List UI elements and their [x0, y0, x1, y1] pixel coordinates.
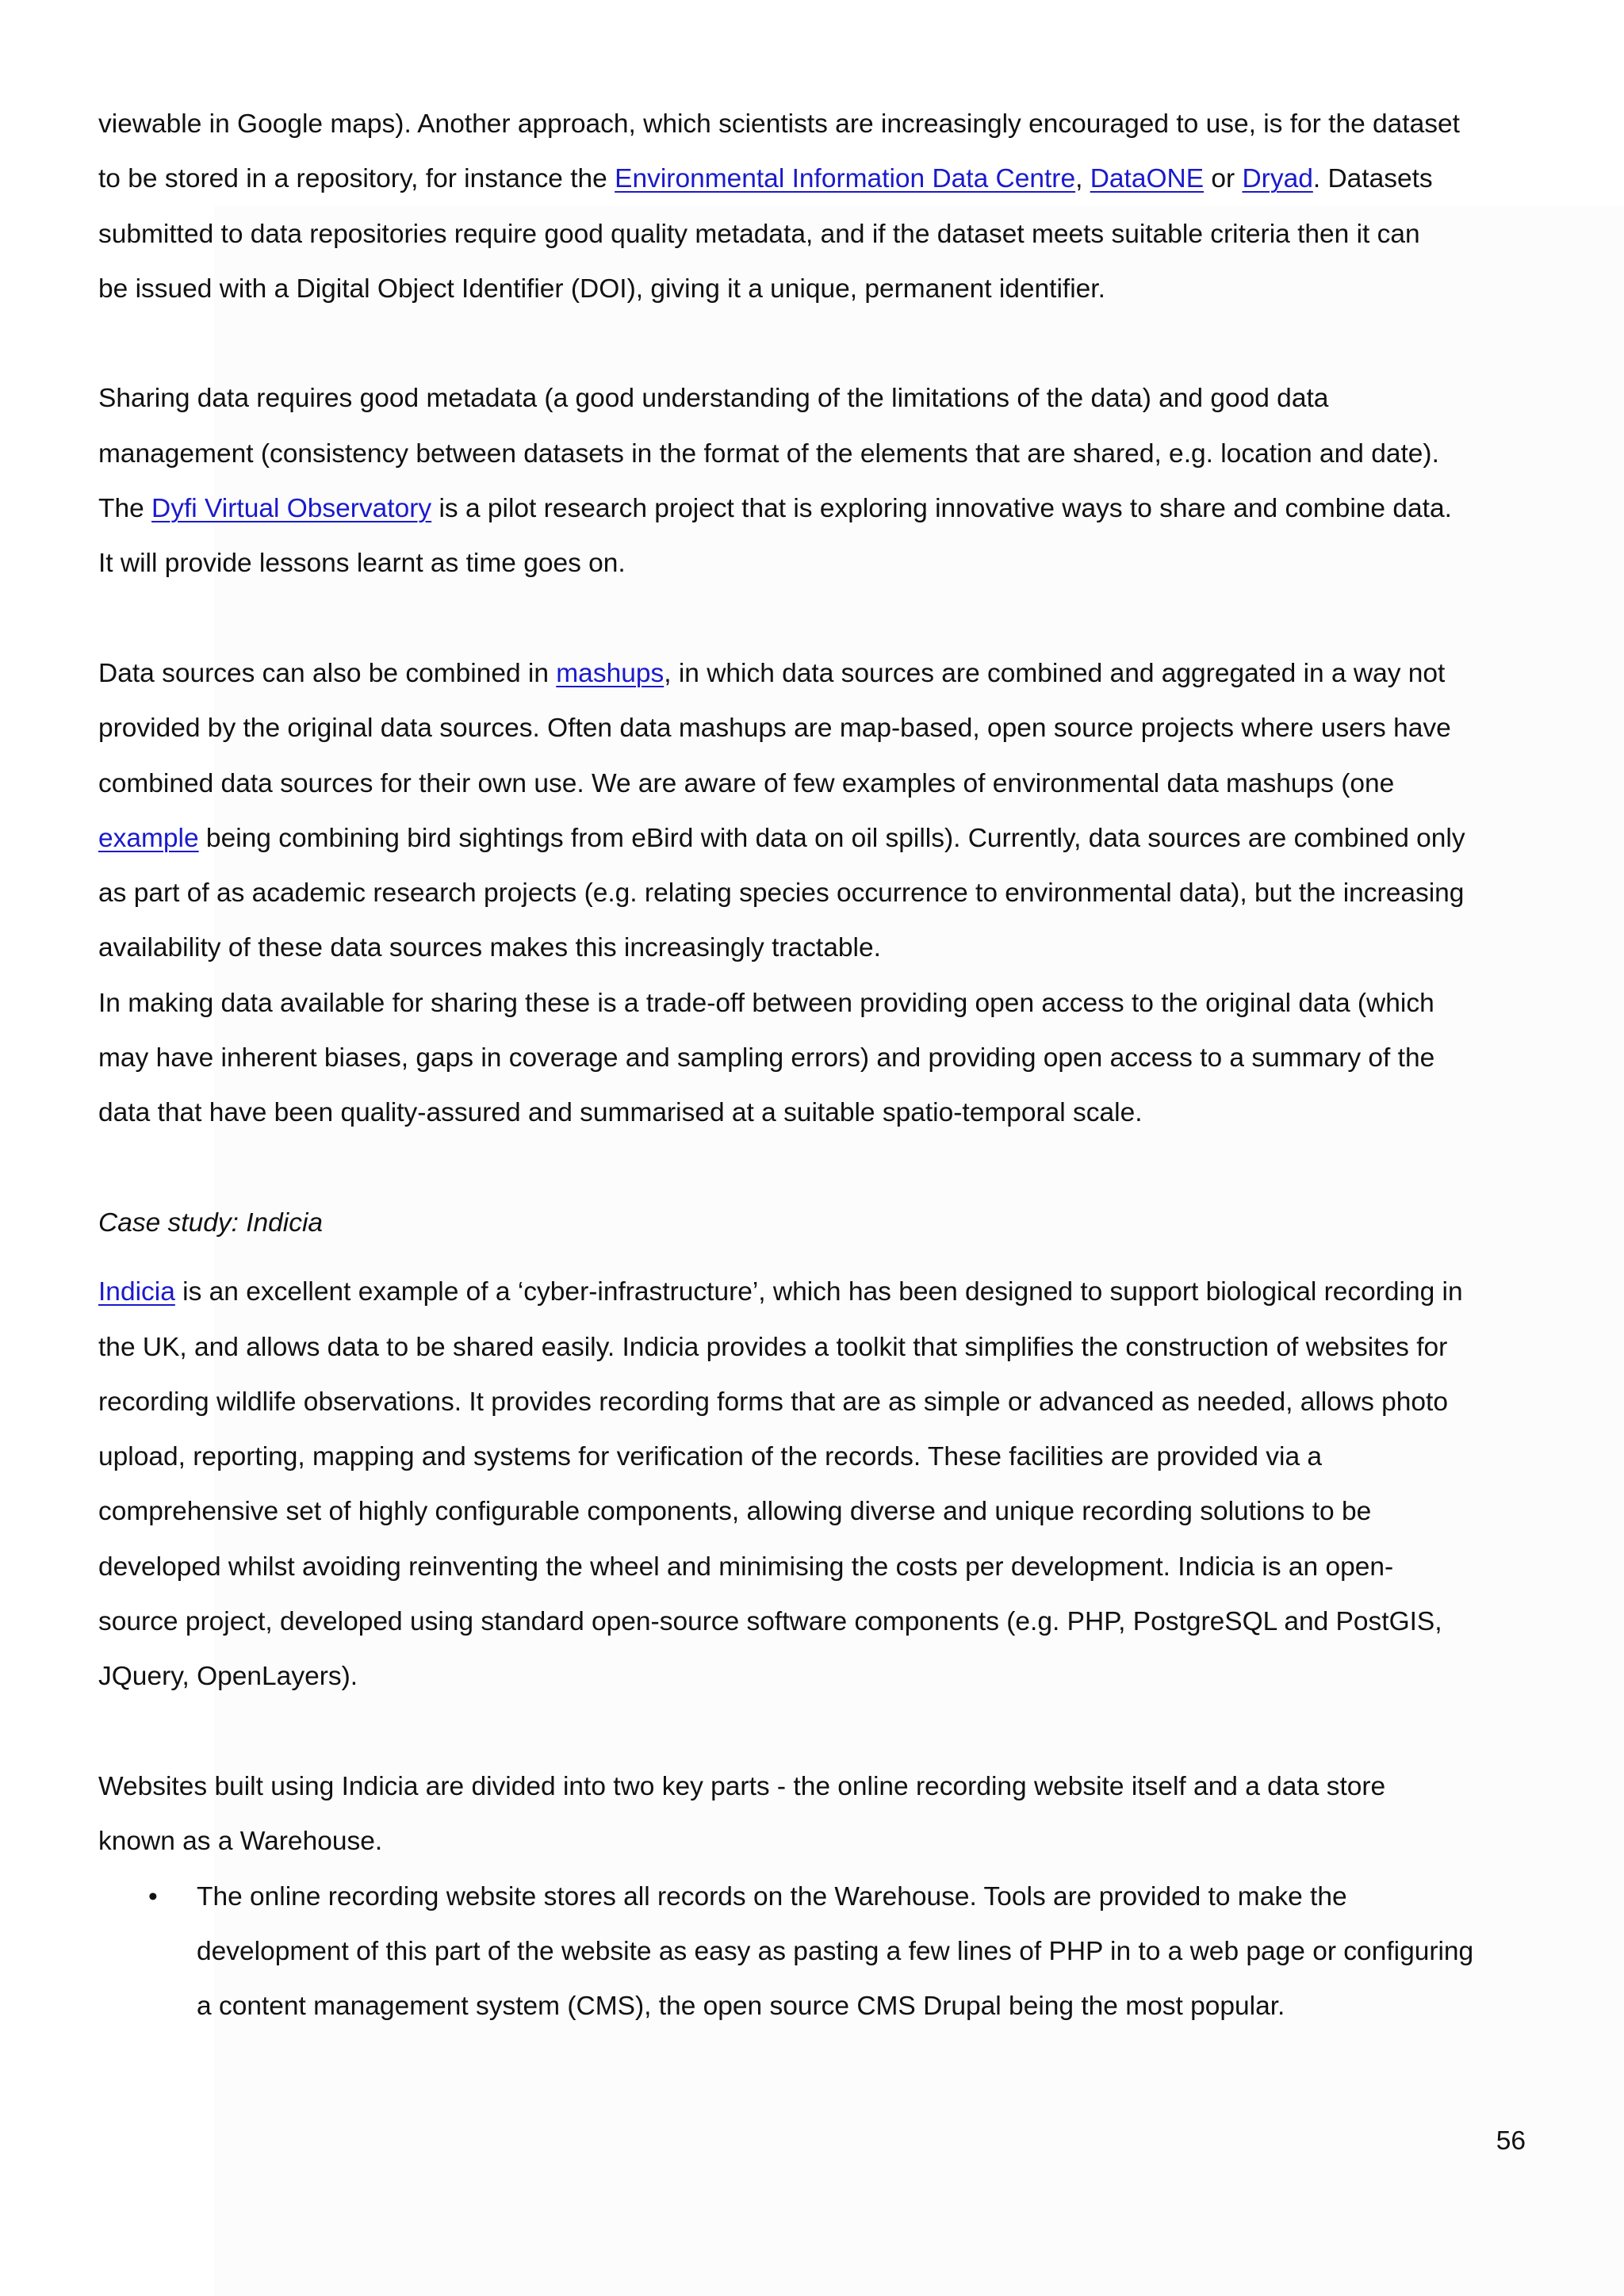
text-span: Data sources can also be combined in — [98, 658, 557, 688]
text-line: Sharing data requires good metadata (a good understanding of the limitations of the data) and good data — [98, 384, 1329, 414]
bullet-line: a content management system (CMS), the open source CMS Drupal being the most popular. — [197, 1992, 1285, 2022]
text-line — [98, 1265, 1526, 1319]
text-line: JQuery, OpenLayers). — [98, 1662, 358, 1692]
link-dryad[interactable]: Dryad — [1242, 164, 1313, 194]
text-line — [98, 151, 1526, 206]
text-line: comprehensive set of highly configurable components, allowing diverse and unique recording solutions to be — [98, 1497, 1372, 1527]
text-line — [98, 811, 1526, 866]
text-line: Websites built using Indicia are divided into two key parts - the online recording website itself and a data store — [98, 1771, 1386, 1801]
text-span: The — [98, 494, 152, 524]
text-line: management (consistency between datasets in the format of the elements that are shared, e.g. location and date). — [98, 438, 1439, 469]
text-span: to be stored in a repository, for instance the — [98, 164, 615, 194]
page-number: 56 — [1496, 2126, 1526, 2156]
bullet-text: The online recording website stores all records on the Warehouse. Tools are provided to make the — [197, 1881, 1347, 1911]
link-environmental-information-data-centre[interactable]: Environmental Information Data Centre — [615, 164, 1076, 194]
page-body — [98, 97, 1526, 2034]
text-line: viewable in Google maps). Another approach, which scientists are increasingly encouraged to use, is for the dataset — [98, 109, 1460, 139]
text-line: source project, developed using standard open-source software components (e.g. PHP, PostgreSQL and PostGIS, — [98, 1607, 1442, 1637]
text-line: known as a Warehouse. — [98, 1827, 383, 1857]
text-line: availability of these data sources makes this increasingly tractable. — [98, 933, 881, 963]
text-span: , in which data sources are combined and aggregated in a way not — [664, 658, 1446, 688]
link-indicia[interactable]: Indicia — [98, 1277, 175, 1307]
paragraph-gap — [98, 1250, 1526, 1265]
text-line: be issued with a Digital Object Identifier (DOI), giving it a unique, permanent identifier. — [98, 274, 1105, 304]
link-example[interactable]: example — [98, 823, 199, 853]
text-line: developed whilst avoiding reinventing the wheel and minimising the costs per development. Indicia is an open- — [98, 1552, 1394, 1582]
case-study-heading-text: Case study: Indicia — [98, 1207, 324, 1238]
text-line: In making data available for sharing these is a trade-off between providing open access to the original data (which — [98, 988, 1434, 1018]
text-line: recording wildlife observations. It provides recording forms that are as simple or advanced as needed, allows photo — [98, 1387, 1448, 1417]
case-study-heading — [98, 1196, 1526, 1250]
text-span: , — [1075, 164, 1090, 194]
text-span: or — [1204, 164, 1243, 194]
paragraph-gap — [98, 316, 1526, 371]
text-line: the UK, and allows data to be shared easily. Indicia provides a toolkit that simplifies the construction of websites for — [98, 1332, 1448, 1362]
text-span: . Datasets — [1312, 164, 1433, 194]
text-span: being combining bird sightings from eBird with data on oil spills). Currently, data sources are combined only — [198, 823, 1465, 853]
bullet-line — [98, 1869, 1526, 1924]
text-line: provided by the original data sources. Often data mashups are map-based, open source projects where users have — [98, 714, 1451, 744]
text-line: as part of as academic research projects (e.g. relating species occurrence to environmental data), but the increasing — [98, 878, 1465, 909]
text-line: It will provide lessons learnt as time goes on. — [98, 549, 626, 579]
bullet-list-item — [98, 1869, 1526, 2034]
text-line: may have inherent biases, gaps in coverage and sampling errors) and providing open access to a summary of the — [98, 1043, 1435, 1073]
text-line: upload, reporting, mapping and systems for verification of the records. These facilities are provided via a — [98, 1442, 1323, 1472]
text-line: combined data sources for their own use. We are aware of few examples of environmental data mashups (one — [98, 768, 1395, 798]
bullet-line: development of this part of the website as easy as pasting a few lines of PHP in to a web page or configuring — [197, 1936, 1474, 1966]
link-dataone[interactable]: DataONE — [1090, 164, 1205, 194]
text-line — [98, 481, 1526, 536]
text-line — [98, 646, 1526, 701]
text-line: submitted to data repositories require good quality metadata, and if the dataset meets suitable criteria then it can — [98, 219, 1420, 249]
text-line: data that have been quality-assured and summarised at a suitable spatio-temporal scale. — [98, 1098, 1143, 1128]
text-span: is a pilot research project that is exploring innovative ways to share and combine data. — [431, 494, 1452, 524]
text-span: is an excellent example of a ‘cyber-infrastructure’, which has been designed to support biological recording in — [174, 1277, 1463, 1307]
paragraph-gap — [98, 1705, 1526, 1759]
paragraph-gap — [98, 1141, 1526, 1196]
link-dyfi-virtual-observatory[interactable]: Dyfi Virtual Observatory — [151, 494, 432, 524]
link-mashups[interactable]: mashups — [556, 658, 665, 688]
bullet-icon: • — [148, 1881, 158, 1911]
paragraph-gap — [98, 591, 1526, 646]
